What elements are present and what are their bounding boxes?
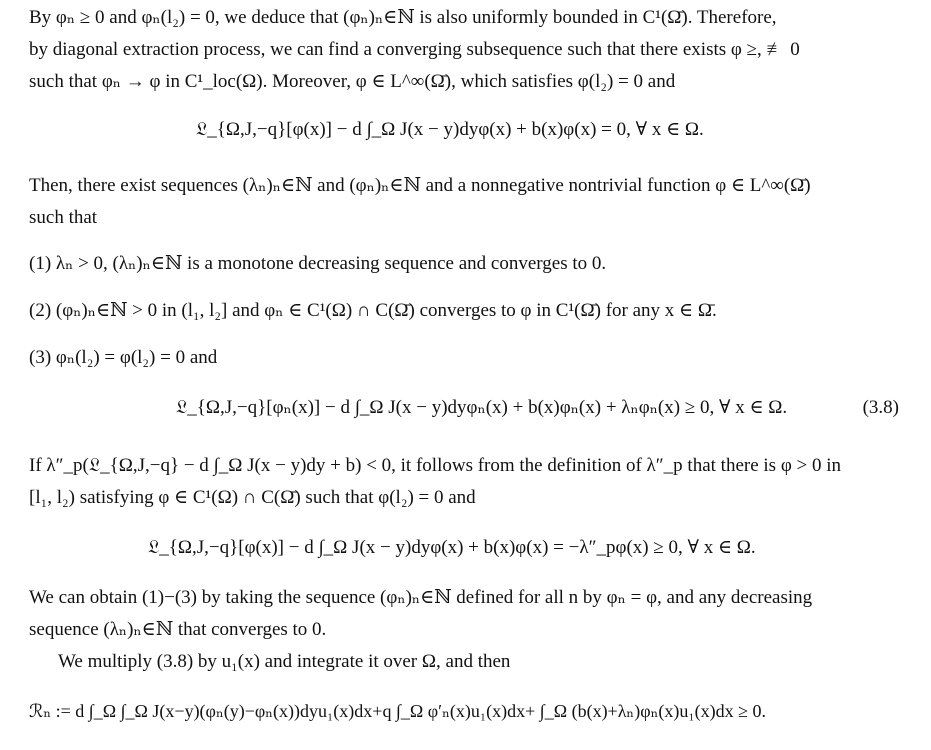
- paragraph-line-5: such that: [29, 207, 98, 228]
- paragraph-line-2: by diagonal extraction process, we can find a converging subsequence such that there exists φ ≥, ≢ 0: [29, 39, 800, 60]
- paragraph-line-3: such that φₙ → φ in C¹_loc(Ω). Moreover, φ ∈ L^∞(Ω̄), which satisfies φ(l₂) = 0 and: [29, 71, 676, 92]
- equation-number: (3.8): [862, 397, 899, 418]
- list-item-3: (3) φₙ(l₂) = φ(l₂) = 0 and: [29, 347, 218, 368]
- display-equation-4: ℛₙ := d ∫_Ω ∫_Ω J(x−y)(φₙ(y)−φₙ(x))dyu₁(x)dx+q ∫_Ω φ′ₙ(x)u₁(x)dx+ ∫_Ω (b(x)+λₙ)φₙ(x)u₁(x)dx ≥ 0.: [29, 701, 767, 721]
- paragraph-line-6: If λ″_p(𝔏_{Ω,J,−q} − d ∫_Ω J(x − y)dy + b) < 0, it follows from the definition of λ″_p that there is φ > 0 in: [29, 455, 842, 476]
- paragraph-line-10: We multiply (3.8) by u₁(x) and integrate it over Ω, and then: [58, 651, 511, 672]
- display-equation-2: 𝔏_{Ω,J,−q}[φₙ(x)] − d ∫_Ω J(x − y)dyφₙ(x) + b(x)φₙ(x) + λₙφₙ(x) ≥ 0, ∀ x ∈ Ω.: [176, 397, 788, 418]
- paragraph-line-4: Then, there exist sequences (λₙ)ₙ∈ℕ and (φₙ)ₙ∈ℕ and a nonnegative nontrivial function φ ∈ L^∞(Ω̄): [29, 175, 811, 196]
- paragraph-line-9: sequence (λₙ)ₙ∈ℕ that converges to 0.: [29, 619, 327, 640]
- paragraph-line-1: By φₙ ≥ 0 and φₙ(l₂) = 0, we deduce that (φₙ)ₙ∈ℕ is also uniformly bounded in C¹(Ω̄). Therefore,: [29, 7, 777, 28]
- display-equation-1: 𝔏_{Ω,J,−q}[φ(x)] − d ∫_Ω J(x − y)dyφ(x) + b(x)φ(x) = 0, ∀ x ∈ Ω.: [196, 119, 704, 140]
- list-item-2: (2) (φₙ)ₙ∈ℕ > 0 in (l₁, l₂] and φₙ ∈ C¹(Ω) ∩ C(Ω̄) converges to φ in C¹(Ω̄) for any x ∈ Ω̄.: [29, 300, 717, 321]
- paragraph-line-7: [l₁, l₂) satisfying φ ∈ C¹(Ω) ∩ C(Ω̄) such that φ(l₂) = 0 and: [29, 487, 476, 508]
- paragraph-line-8: We can obtain (1)−(3) by taking the sequence (φₙ)ₙ∈ℕ defined for all n by φₙ = φ, and any decreasing: [29, 587, 813, 608]
- list-item-1: (1) λₙ > 0, (λₙ)ₙ∈ℕ is a monotone decreasing sequence and converges to 0.: [29, 253, 607, 274]
- display-equation-3: 𝔏_{Ω,J,−q}[φ(x)] − d ∫_Ω J(x − y)dyφ(x) + b(x)φ(x) = −λ″_pφ(x) ≥ 0, ∀ x ∈ Ω.: [148, 537, 756, 558]
